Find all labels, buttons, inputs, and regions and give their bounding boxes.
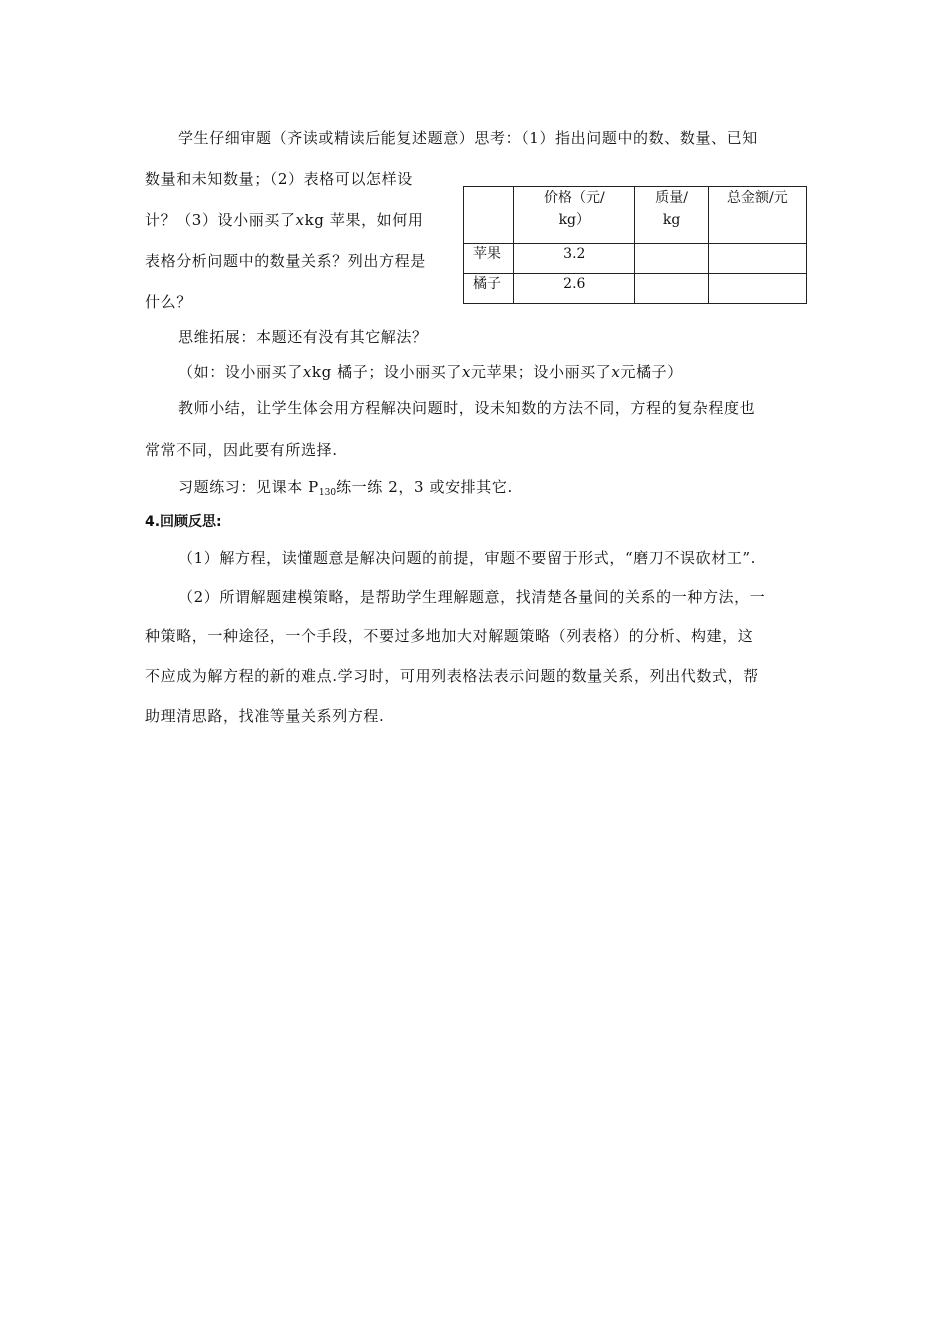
text: 练一练 2，3 或安排其它. — [336, 478, 513, 496]
cell-mass — [635, 274, 708, 304]
cell-price: 2.6 — [514, 274, 635, 304]
text: 教师小结，让学生体会用方程解决问题时，设未知数的方法不同，方程的复杂程度也 — [178, 399, 756, 417]
paragraph-line — [145, 666, 759, 686]
text: 常常不同，因此要有所选择. — [145, 441, 338, 459]
cell-fruit: 橘子 — [464, 274, 514, 304]
header-total — [708, 187, 806, 244]
cell-mass — [635, 244, 708, 274]
text: 不应成为解方程的新的难点.学习时，可用列表格法表示问题的数量关系，列出代数式，帮 — [145, 667, 759, 685]
paragraph-line — [178, 548, 756, 568]
text: 习题练习：见课本 P — [178, 478, 319, 496]
paragraph-line — [178, 327, 428, 347]
paragraph-line — [178, 587, 765, 607]
header-text: 价格（元/ — [543, 190, 605, 206]
cell-fruit: 苹果 — [464, 244, 514, 274]
text: 表格分析问题中的数量关系？列出方程是 — [145, 252, 426, 270]
header-text: kg） — [558, 212, 591, 228]
text: 计？（3）设小丽买了 — [145, 211, 296, 229]
text: 学生仔细审题（齐读或精读后能复述题意）思考：（1）指出问题中的数、数量、已知 — [178, 129, 758, 147]
cell-total — [708, 244, 806, 274]
paragraph-line — [178, 128, 758, 148]
variable-x: x — [295, 211, 305, 229]
text: 思维拓展：本题还有没有其它解法？ — [178, 328, 428, 346]
table-header-row — [464, 187, 807, 244]
text: 助理清思路，找准等量关系列方程. — [145, 707, 385, 725]
text: 元苹果；设小丽买了 — [471, 363, 612, 381]
variable-x: x — [461, 363, 471, 381]
paragraph-line — [178, 477, 513, 503]
paragraph-line — [145, 706, 384, 726]
section-heading: 4.回顾反思: — [145, 514, 222, 530]
variable-x: x — [611, 363, 621, 381]
paragraph-line — [145, 169, 413, 189]
paragraph-line — [145, 292, 192, 312]
paragraph-line — [145, 251, 426, 271]
cell-price: 3.2 — [514, 244, 635, 274]
header-text: kg — [662, 212, 681, 228]
paragraph-line — [145, 440, 338, 460]
paragraph-line — [145, 210, 423, 230]
text: kg 苹果，如何用 — [304, 211, 424, 229]
text: 元橘子） — [620, 363, 683, 381]
header-empty — [464, 187, 514, 244]
header-text: 质量/ — [655, 190, 688, 206]
variable-x: x — [302, 363, 312, 381]
text: （2）所谓解题建模策略，是帮助学生理解题意，找清楚各量间的关系的一种方法，一 — [178, 588, 766, 606]
paragraph-line — [178, 398, 755, 418]
text: kg 橘子；设小丽买了 — [311, 363, 462, 381]
page-subscript: 130 — [318, 488, 337, 498]
text: 数量和未知数量；（2）表格可以怎样设 — [145, 170, 413, 188]
table-row — [464, 274, 807, 304]
header-price — [514, 187, 635, 244]
price-table — [463, 186, 807, 304]
header-mass — [635, 187, 708, 244]
text: 什么？ — [145, 293, 192, 311]
text: 种策略，一种途径，一个手段，不要过多地加大对解题策略（列表格）的分析、构建，这 — [145, 627, 754, 645]
cell-total — [708, 274, 806, 304]
paragraph-line — [145, 626, 753, 646]
paragraph-line — [178, 362, 683, 382]
text: （1）解方程，读懂题意是解决问题的前提，审题不要留于形式，“磨刀不误砍材工”. — [178, 549, 757, 567]
text: （如：设小丽买了 — [178, 363, 303, 381]
header-text: 总金额/元 — [726, 190, 788, 206]
table-row — [464, 244, 807, 274]
